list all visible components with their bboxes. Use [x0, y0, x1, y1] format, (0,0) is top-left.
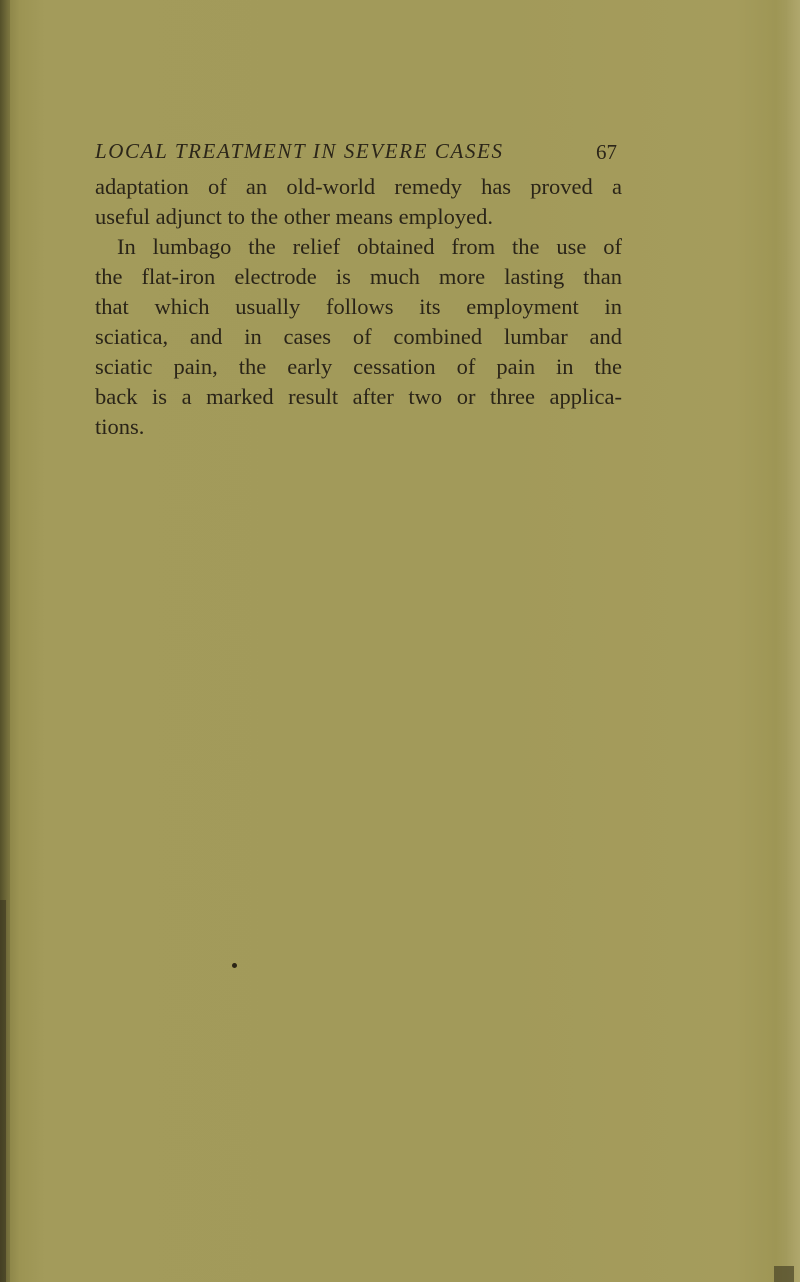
text-line: tions. — [95, 414, 145, 439]
text-line: useful adjunct to the other means employed. — [95, 204, 494, 229]
text-line: sciatic pain, the early cessation of pain in the — [95, 354, 622, 379]
text-line: adaptation of an old-world remedy has proved a — [95, 174, 622, 199]
corner-scan-artifact — [774, 1266, 794, 1282]
text-line: sciatica, and in cases of combined lumbar and — [95, 324, 622, 349]
running-header — [95, 139, 625, 169]
page-number: 67 — [596, 140, 617, 164]
text-line: back is a marked result after two or three applica- — [95, 384, 622, 409]
page-edge-right — [786, 0, 800, 1282]
body-paragraphs — [95, 172, 622, 442]
binding-edge-dark — [0, 900, 6, 1282]
text-line-paragraph-start: In lumbago the relief obtained from the use of — [117, 234, 622, 259]
text-line: that which usually follows its employment in — [95, 294, 622, 319]
ink-speck — [232, 963, 237, 968]
running-title: LOCAL TREATMENT IN SEVERE CASES — [95, 139, 504, 163]
text-line: the flat-iron electrode is much more lasting than — [95, 264, 622, 289]
